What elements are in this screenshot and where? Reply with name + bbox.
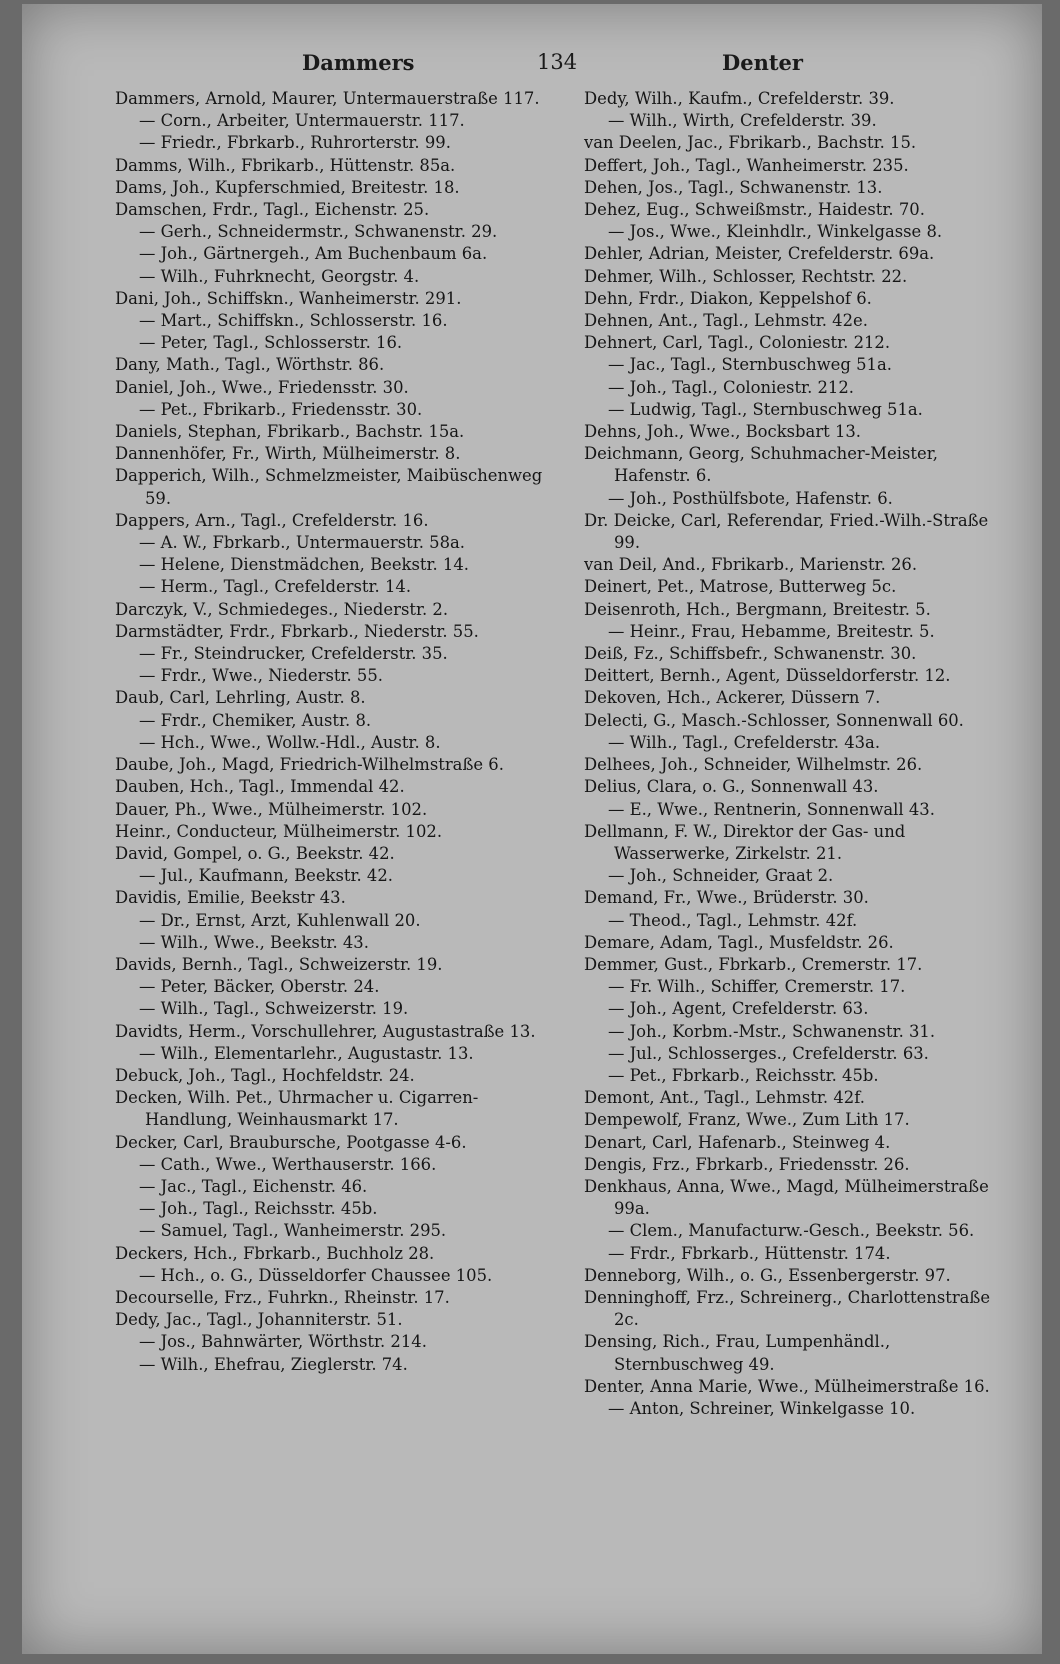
directory-entry: — Wilh., Wwe., Beekstr. 43. — [139, 932, 369, 952]
directory-entry: Demmer, Gust., Fbrkarb., Cremerstr. 17. — [584, 954, 923, 974]
directory-entry: — Wilh., Fuhrknecht, Georgstr. 4. — [139, 266, 420, 286]
directory-entry: — Jos., Bahnwärter, Wörthstr. 214. — [139, 1332, 427, 1352]
directory-entry: Demand, Fr., Wwe., Brüderstr. 30. — [584, 888, 869, 908]
directory-entry: Darmstädter, Frdr., Fbrkarb., Niederstr. 55. — [115, 621, 479, 641]
directory-entry: Heinr., Conducteur, Mülheimerstr. 102. — [115, 821, 443, 841]
directory-entry: Damschen, Frdr., Tagl., Eichenstr. 25. — [115, 200, 430, 220]
directory-entry: — Fr., Steindrucker, Crefelderstr. 35. — [139, 644, 448, 664]
directory-entry: — Wilh., Tagl., Crefelderstr. 43a. — [608, 732, 881, 752]
directory-entry: Dammers, Arnold, Maurer, Untermauerstraße 117. — [115, 89, 540, 108]
directory-entry: Deisenroth, Hch., Bergmann, Breitestr. 5. — [584, 599, 931, 619]
directory-entry: Denkhaus, Anna, Wwe., Magd, Mülheimerstraße 99a. — [584, 1176, 989, 1219]
directory-entry: Daniels, Stephan, Fbrikarb., Bachstr. 15a. — [115, 422, 465, 442]
directory-entry: Denneborg, Wilh., o. G., Essenbergerstr. 97. — [584, 1265, 951, 1285]
directory-entry: — Wilh., Elementarlehr., Augustastr. 13. — [139, 1043, 474, 1063]
directory-entry: — Frdr., Chemiker, Austr. 8. — [139, 710, 372, 730]
directory-entry: Demont, Ant., Tagl., Lehmstr. 42f. — [584, 1088, 865, 1108]
directory-entry: — Clem., Manufacturw.-Gesch., Beekstr. 56. — [608, 1221, 975, 1241]
directory-entry: — Frdr., Fbrkarb., Hüttenstr. 174. — [608, 1243, 891, 1263]
directory-entry: van Deelen, Jac., Fbrikarb., Bachstr. 15. — [584, 133, 917, 153]
directory-entry: — Pet., Fbrikarb., Friedensstr. 30. — [139, 399, 423, 419]
page-number: 134 — [537, 50, 578, 74]
directory-entry: — Jul., Schlosserges., Crefelderstr. 63. — [608, 1043, 929, 1063]
directory-entry: Decourselle, Frz., Fuhrkn., Rheinstr. 17. — [115, 1287, 450, 1307]
directory-entry: — Joh., Schneider, Graat 2. — [608, 866, 834, 886]
directory-entry: Dauben, Hch., Tagl., Immendal 42. — [115, 777, 405, 797]
header-right-keyword: Denter — [722, 50, 803, 75]
directory-entry: Dams, Joh., Kupferschmied, Breitestr. 18. — [115, 177, 460, 197]
directory-entry: Darczyk, V., Schmiedeges., Niederstr. 2. — [115, 599, 449, 619]
directory-entry: Debuck, Joh., Tagl., Hochfeldstr. 24. — [115, 1065, 415, 1085]
directory-entry: Davidts, Herm., Vorschullehrer, Augustastraße 13. — [115, 1021, 536, 1041]
directory-entry: Dany, Math., Tagl., Wörthstr. 86. — [115, 355, 385, 375]
directory-entry: Dehn, Frdr., Diakon, Keppelshof 6. — [584, 288, 872, 308]
directory-entry: — Hch., Wwe., Wollw.-Hdl., Austr. 8. — [139, 732, 441, 752]
directory-entry: Daniel, Joh., Wwe., Friedensstr. 30. — [115, 377, 409, 397]
directory-entry: — Anton, Schreiner, Winkelgasse 10. — [608, 1398, 916, 1418]
right-column — [584, 88, 1016, 1420]
directory-entry: Daub, Carl, Lehrling, Austr. 8. — [115, 688, 366, 708]
directory-entry: — Joh., Posthülfsbote, Hafenstr. 6. — [608, 488, 893, 508]
directory-entry: — Peter, Bäcker, Oberstr. 24. — [139, 977, 380, 997]
directory-entry: — Gerh., Schneidermstr., Schwanenstr. 29. — [139, 222, 498, 242]
directory-entry: Dehmer, Wilh., Schlosser, Rechtstr. 22. — [584, 266, 908, 286]
directory-entry: — Samuel, Tagl., Wanheimerstr. 295. — [139, 1221, 447, 1241]
directory-entry: — Joh., Agent, Crefelderstr. 63. — [608, 999, 869, 1019]
directory-entry: Deittert, Bernh., Agent, Düsseldorferstr. 12. — [584, 666, 951, 686]
directory-entry: Delius, Clara, o. G., Sonnenwall 43. — [584, 777, 879, 797]
directory-entry: Deffert, Joh., Tagl., Wanheimerstr. 235. — [584, 155, 909, 175]
directory-entry: — Cath., Wwe., Werthauserstr. 166. — [139, 1154, 437, 1174]
directory-entry: Dannenhöfer, Fr., Wirth, Mülheimerstr. 8. — [115, 444, 461, 464]
directory-entry: Denninghoff, Frz., Schreinerg., Charlottenstraße 2c. — [584, 1287, 991, 1330]
directory-entry: — Peter, Tagl., Schlosserstr. 16. — [139, 333, 403, 353]
directory-entry: — Pet., Fbrkarb., Reichsstr. 45b. — [608, 1065, 879, 1085]
directory-entry: Dellmann, F. W., Direktor der Gas- und Wasserwerke, Zirkelstr. 21. — [584, 821, 906, 863]
directory-entry: — Heinr., Frau, Hebamme, Breitestr. 5. — [608, 621, 935, 641]
directory-entry: — Jul., Kaufmann, Beekstr. 42. — [139, 866, 393, 886]
directory-entry: Delecti, G., Masch.-Schlosser, Sonnenwall 60. — [584, 710, 964, 730]
directory-entry: Dempewolf, Franz, Wwe., Zum Lith 17. — [584, 1110, 910, 1130]
directory-entry: — Joh., Tagl., Reichsstr. 45b. — [139, 1199, 378, 1219]
header-left-keyword: Dammers — [302, 50, 415, 75]
directory-entry: — Fr. Wilh., Schiffer, Cremerstr. 17. — [608, 977, 906, 997]
directory-entry: — Herm., Tagl., Crefelderstr. 14. — [139, 577, 412, 597]
directory-entry: Demare, Adam, Tagl., Musfeldstr. 26. — [584, 932, 894, 952]
directory-page — [22, 4, 1042, 1654]
directory-entry: — Jac., Tagl., Sternbuschweg 51a. — [608, 355, 892, 375]
directory-entry: — Jos., Wwe., Kleinhdlr., Winkelgasse 8. — [608, 222, 943, 242]
directory-entry: Davids, Bernh., Tagl., Schweizerstr. 19. — [115, 954, 443, 974]
directory-entry: Dappers, Arn., Tagl., Crefelderstr. 16. — [115, 510, 429, 530]
directory-entry: — Theod., Tagl., Lehmstr. 42f. — [608, 910, 858, 930]
directory-entry: — Jac., Tagl., Eichenstr. 46. — [139, 1176, 368, 1196]
directory-entry: — Hch., o. G., Düsseldorfer Chaussee 105. — [139, 1265, 493, 1285]
directory-entry: Dani, Joh., Schiffskn., Wanheimerstr. 291. — [115, 288, 462, 308]
directory-entry: Dehez, Eug., Schweißmstr., Haidestr. 70. — [584, 200, 925, 220]
directory-entry: — Wilh., Wirth, Crefelderstr. 39. — [608, 111, 877, 131]
directory-entry: Dengis, Frz., Fbrkarb., Friedensstr. 26. — [584, 1154, 910, 1174]
directory-entry: Dehen, Jos., Tagl., Schwanenstr. 13. — [584, 177, 883, 197]
directory-entry: — A. W., Fbrkarb., Untermauerstr. 58a. — [139, 533, 466, 553]
directory-entry: Damms, Wilh., Fbrikarb., Hüttenstr. 85a. — [115, 155, 456, 175]
directory-entry: — Mart., Schiffskn., Schlosserstr. 16. — [139, 311, 448, 331]
left-column — [115, 88, 547, 1376]
directory-entry: — Ludwig, Tagl., Sternbuschweg 51a. — [608, 399, 923, 419]
directory-entry: — Helene, Dienstmädchen, Beekstr. 14. — [139, 555, 469, 575]
directory-entry: Dedy, Jac., Tagl., Johanniterstr. 51. — [115, 1310, 403, 1330]
directory-entry: Dehnen, Ant., Tagl., Lehmstr. 42e. — [584, 311, 868, 331]
directory-entry: Dr. Deicke, Carl, Referendar, Fried.-Wilh.-Straße 99. — [584, 510, 989, 553]
directory-entry: Decken, Wilh. Pet., Uhrmacher u. Cigarren-Handlung, Weinhausmarkt 17. — [115, 1088, 479, 1130]
directory-entry: Dapperich, Wilh., Schmelzmeister, Maibüschenweg 59. — [115, 466, 543, 508]
directory-entry: — Corn., Arbeiter, Untermauerstr. 117. — [139, 111, 465, 131]
directory-entry: Davidis, Emilie, Beekstr 43. — [115, 888, 346, 908]
directory-entry: — Joh., Gärtnergeh., Am Buchenbaum 6a. — [139, 244, 488, 264]
directory-entry: Dehler, Adrian, Meister, Crefelderstr. 69a. — [584, 244, 935, 264]
directory-entry: — Joh., Tagl., Coloniestr. 212. — [608, 377, 854, 397]
directory-entry: — E., Wwe., Rentnerin, Sonnenwall 43. — [608, 799, 935, 819]
directory-entry: Dauer, Ph., Wwe., Mülheimerstr. 102. — [115, 799, 428, 819]
directory-entry: Delhees, Joh., Schneider, Wilhelmstr. 26. — [584, 755, 923, 775]
directory-entry: — Wilh., Ehefrau, Zieglerstr. 74. — [139, 1354, 408, 1374]
directory-entry: Dehns, Joh., Wwe., Bocksbart 13. — [584, 422, 862, 442]
directory-entry: Dehnert, Carl, Tagl., Coloniestr. 212. — [584, 333, 891, 353]
directory-entry: van Deil, And., Fbrikarb., Marienstr. 26. — [584, 555, 918, 575]
directory-entry: — Joh., Korbm.-Mstr., Schwanenstr. 31. — [608, 1021, 936, 1041]
directory-entry: David, Gompel, o. G., Beekstr. 42. — [115, 843, 395, 863]
directory-entry: — Dr., Ernst, Arzt, Kuhlenwall 20. — [139, 910, 421, 930]
directory-entry: Deichmann, Georg, Schuhmacher-Meister, Hafenstr. 6. — [584, 444, 938, 486]
directory-entry: Densing, Rich., Frau, Lumpenhändl., Sternbuschweg 49. — [584, 1332, 891, 1374]
directory-entry: Dekoven, Hch., Ackerer, Düssern 7. — [584, 688, 881, 708]
directory-entry: Decker, Carl, Braubursche, Pootgasse 4-6. — [115, 1132, 467, 1152]
directory-entry: — Frdr., Wwe., Niederstr. 55. — [139, 666, 384, 686]
directory-entry: Denart, Carl, Hafenarb., Steinweg 4. — [584, 1132, 891, 1152]
directory-entry: Dedy, Wilh., Kaufm., Crefelderstr. 39. — [584, 89, 895, 108]
directory-entry: — Friedr., Fbrkarb., Ruhrorterstr. 99. — [139, 133, 451, 153]
directory-entry: — Wilh., Tagl., Schweizerstr. 19. — [139, 999, 409, 1019]
directory-entry: Deinert, Pet., Matrose, Butterweg 5c. — [584, 577, 897, 597]
directory-entry: Daube, Joh., Magd, Friedrich-Wilhelmstraße 6. — [115, 755, 504, 775]
directory-entry: Denter, Anna Marie, Wwe., Mülheimerstraße 16. — [584, 1376, 990, 1396]
page-header — [22, 50, 1042, 80]
directory-entry: Deckers, Hch., Fbrkarb., Buchholz 28. — [115, 1243, 435, 1263]
directory-entry: Deiß, Fz., Schiffsbefr., Schwanenstr. 30. — [584, 644, 917, 664]
